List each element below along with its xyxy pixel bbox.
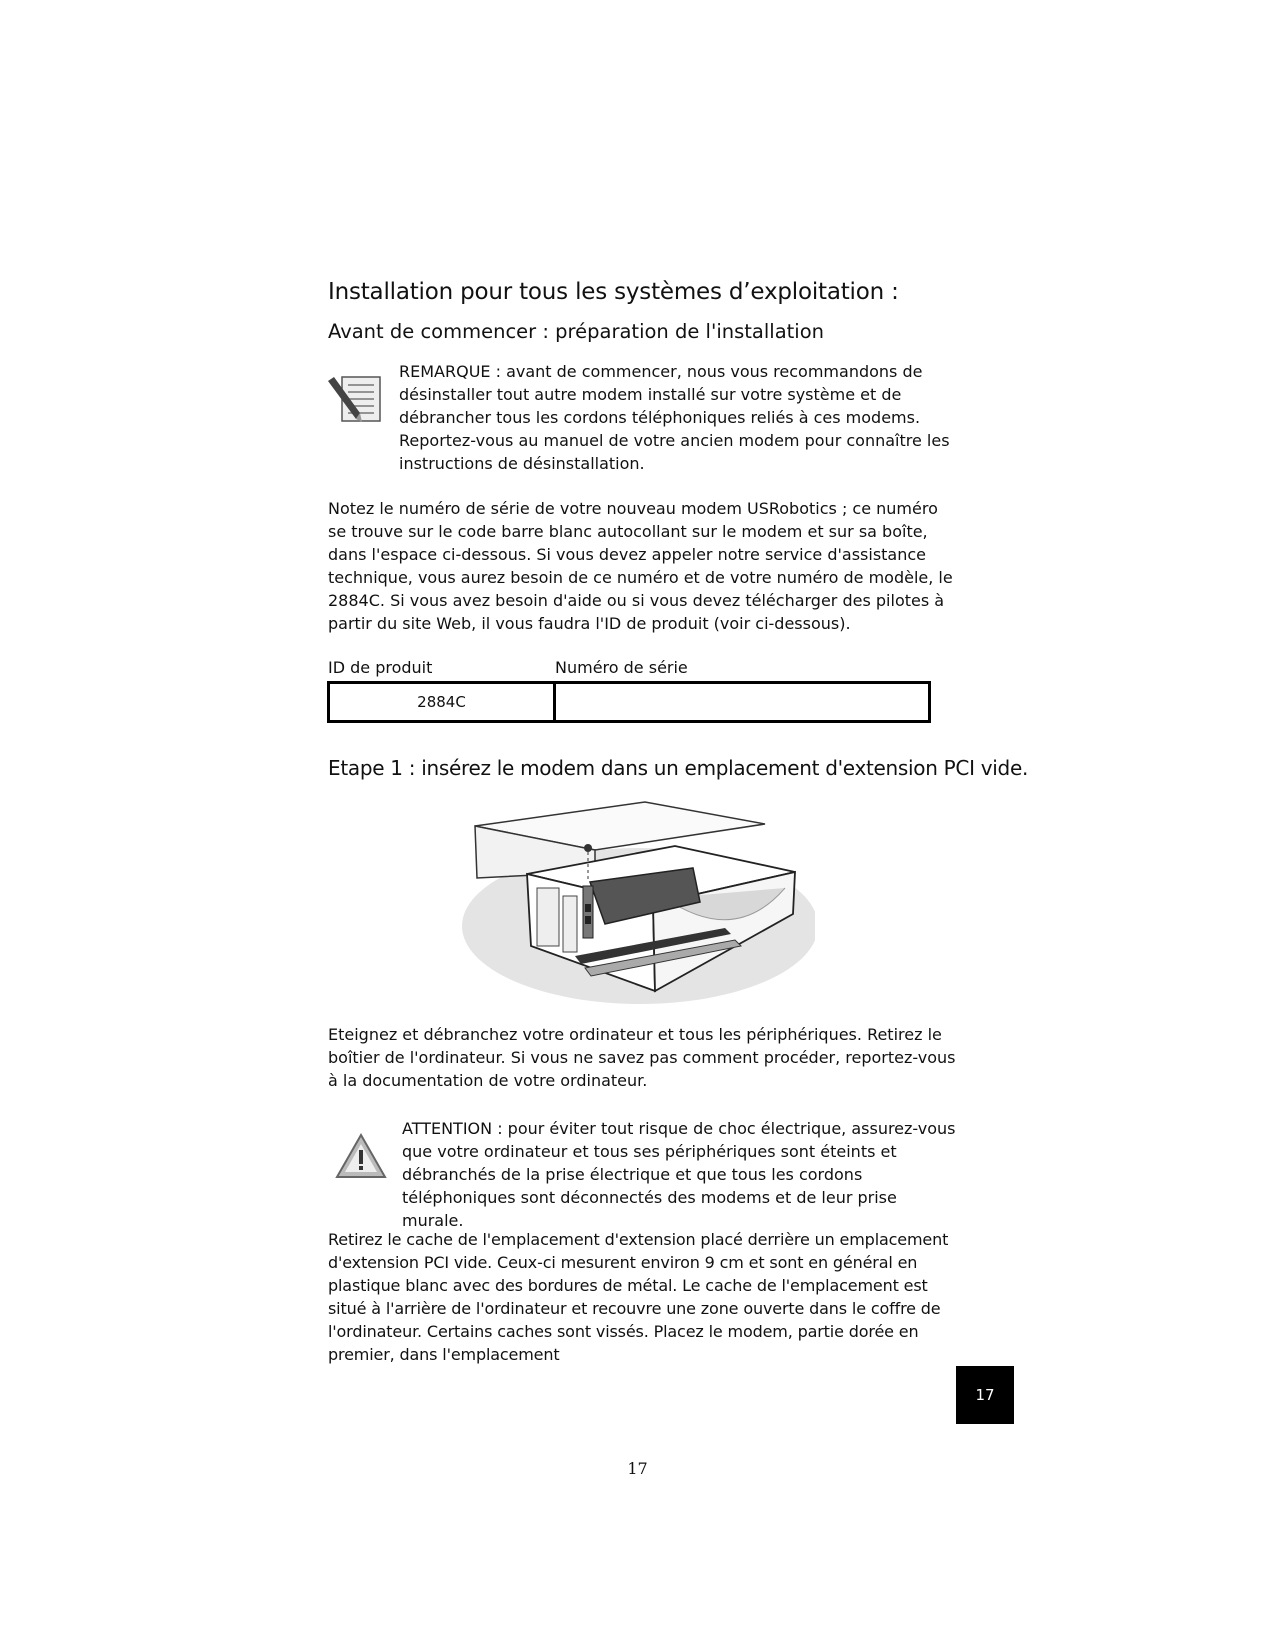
product-serial-table: [327, 681, 931, 723]
serial-number-paragraph: Notez le numéro de série de votre nouveau modem USRobotics ; ce numéro se trouve sur le code barre blanc autocollant sur le modem et sur sa boîte, dans l'espace ci-dessous. Si vous devez appeler notre service d'assistance technique, vous aurez besoin de ce numéro et de votre numéro de modèle, le 2884C. Si vous avez besoin d'aide ou si vous devez télécharger des pilotes à partir du site Web, il vous faudra l'ID de produit (voir ci-dessous).: [328, 499, 953, 633]
serial-number-field: [556, 684, 928, 720]
product-id-label: ID de produit: [328, 658, 433, 677]
page-tab: 17: [956, 1366, 1014, 1424]
page-number: 17: [627, 1459, 648, 1478]
warning-text: ATTENTION : pour éviter tout risque de choc électrique, assurez-vous que votre ordinateur et tous ses périphériques sont éteints et débranchés de la prise électrique et que tous les cordons téléphoniques sont déconnectés des modems et de leur prise murale.: [402, 1119, 956, 1230]
product-id-value: 2884C: [330, 684, 556, 720]
note-pencil-icon: [326, 375, 384, 425]
warning-triangle-icon: [335, 1132, 387, 1180]
page-heading: Installation pour tous les systèmes d’exploitation :: [328, 279, 899, 305]
serial-number-label: Numéro de série: [555, 658, 688, 677]
step-1-heading: Etape 1 : insérez le modem dans un emplacement d'extension PCI vide.: [328, 756, 1029, 780]
computer-case-pci-modem-illustration: [455, 796, 815, 1011]
section-subheading: Avant de commencer : préparation de l'installation: [328, 320, 824, 343]
note-text: REMARQUE : avant de commencer, nous vous recommandons de désinstaller tout autre modem installé sur votre système et de débrancher tous les cordons téléphoniques reliés à ces modems. Reportez-vous au manuel de votre ancien modem pour connaître les instructions de désinstallation.: [399, 362, 950, 473]
power-off-paragraph: Eteignez et débranchez votre ordinateur et tous les périphériques. Retirez le boîtier de l'ordinateur. Si vous ne savez pas comment procéder, reportez-vous à la documentation de votre ordinateur.: [328, 1025, 956, 1090]
slot-cover-paragraph: Retirez le cache de l'emplacement d'extension placé derrière un emplacement d'extension PCI vide. Ceux-ci mesurent environ 9 cm et sont en général en plastique blanc avec des bordures de métal. Le cache de l'emplacement est situé à l'arrière de l'ordinateur et recouvre une zone ouverte dans le coffre de l'ordinateur. Certains caches sont vissés. Placez le modem, partie dorée en premier, dans l'emplacement: [328, 1230, 949, 1364]
